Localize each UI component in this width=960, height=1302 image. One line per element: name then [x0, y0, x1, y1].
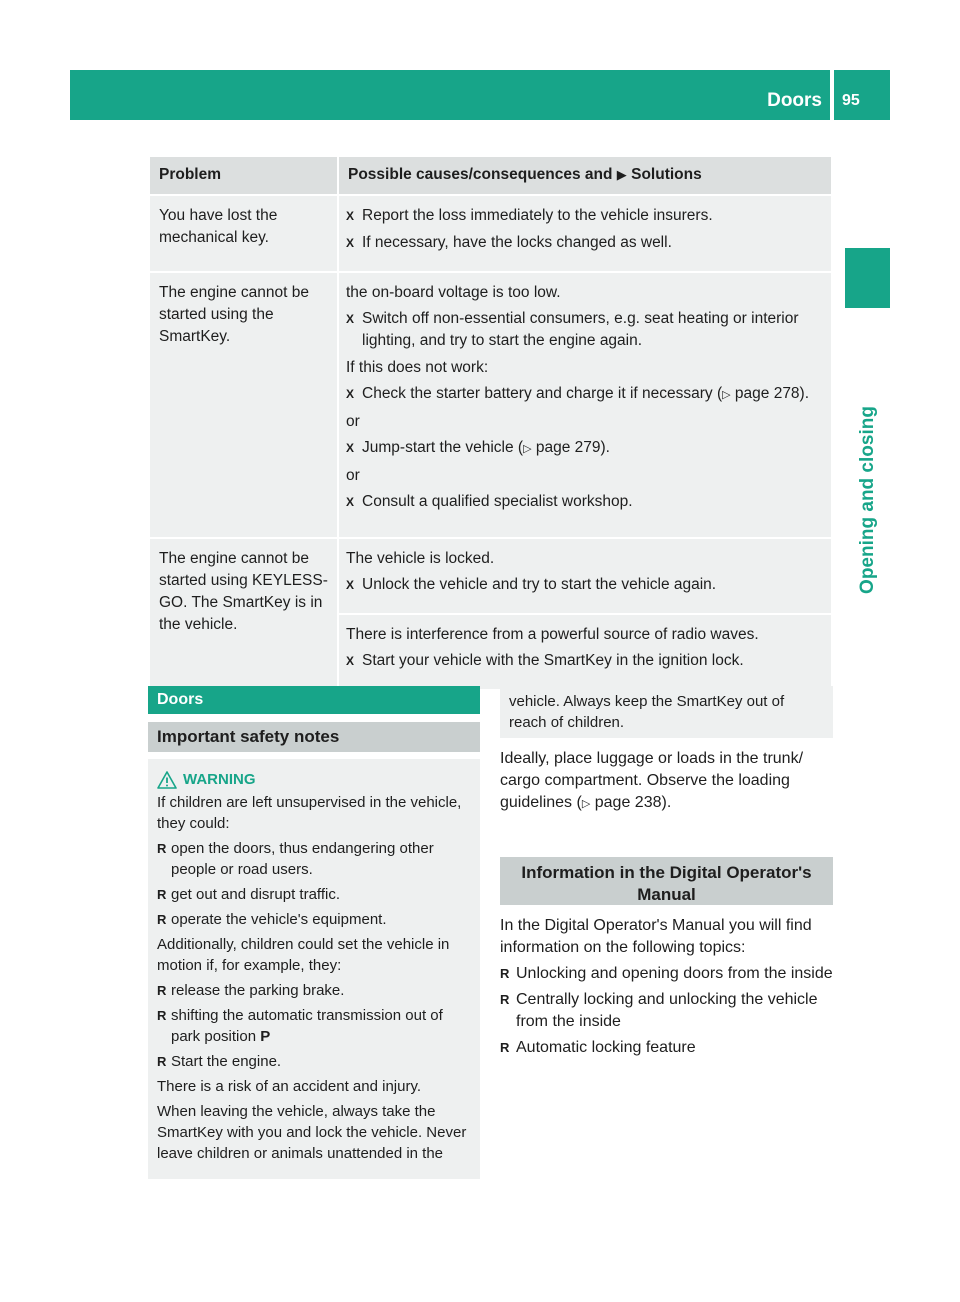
warning-box	[148, 759, 480, 1179]
solution-step	[346, 574, 822, 596]
solution-step	[346, 383, 822, 406]
page-number: 95	[842, 92, 860, 109]
step-text: Check the starter battery and charge it if necessary (	[362, 385, 723, 402]
warning-intro: If children are left unsupervised in the vehicle, they could:	[157, 794, 462, 832]
luggage-text: Ideally, place luggage or loads in the trunk/ cargo compartment. Observe the loading guidelines (	[500, 750, 804, 811]
luggage-paragraph	[500, 748, 833, 815]
list-item: R operate the vehicle's equipment.	[157, 909, 473, 930]
page-ref-icon: ▷	[523, 443, 532, 455]
list-item: R Start the engine.	[157, 1051, 473, 1072]
cause-text: the on-board voltage is too low.	[346, 284, 561, 301]
step-text: If necessary, have the locks changed as well.	[362, 234, 672, 251]
list-item: R get out and disrupt traffic.	[157, 884, 473, 905]
warning-leaving: When leaving the vehicle, always take the SmartKey with you and lock the vehicle. Never leave children or animals unattended in the	[157, 1103, 467, 1162]
step-arrow-icon: X	[346, 209, 355, 223]
right-column	[500, 686, 833, 1063]
header-section-title: Doors	[767, 90, 822, 111]
column-header-solutions-prefix: Possible causes/consequences and	[348, 166, 613, 183]
cause-text: There is interference from a powerful source of radio waves.	[346, 626, 759, 643]
solution-step	[346, 491, 822, 513]
step-arrow-icon: X	[346, 387, 355, 401]
solution-step	[346, 205, 822, 227]
column-header-solutions-suffix: Solutions	[631, 166, 702, 183]
solution-step	[346, 650, 822, 672]
list-item: R Centrally locking and unlocking the vehicle from the inside	[500, 989, 833, 1033]
step-text: Switch off non-essential consumers, e.g. seat heating or interior lighting, and try to start the engine again.	[362, 310, 799, 349]
list-item: R Automatic locking feature	[500, 1037, 833, 1059]
header-separator	[830, 70, 834, 120]
page-reference-link[interactable]: page 278).	[734, 385, 810, 402]
warning-triangle-icon	[157, 770, 177, 790]
chapter-side-label: Opening and closing	[857, 406, 878, 594]
arrow-right-icon: ▶	[616, 167, 627, 182]
list-item	[157, 1005, 473, 1047]
column-header-solutions	[338, 156, 832, 195]
step-arrow-icon: X	[346, 578, 355, 592]
warning-heading	[157, 769, 473, 790]
warning-risk: There is a risk of an accident and injury.	[157, 1078, 422, 1095]
list-item: R open the doors, thus endangering other people or road users.	[157, 838, 473, 880]
step-text: Start your vehicle with the SmartKey in the ignition lock.	[362, 652, 744, 669]
warning-label: WARNING	[183, 771, 256, 788]
table-row	[149, 538, 832, 614]
list-item-text: shifting the automatic transmission out of park position	[171, 1007, 443, 1045]
step-arrow-icon: X	[346, 495, 355, 509]
solution-cell	[338, 538, 832, 614]
solution-step	[346, 437, 822, 460]
page-reference-link[interactable]: page 238).	[594, 794, 672, 811]
left-column	[148, 686, 480, 1179]
solution-cell	[338, 614, 832, 690]
side-tab-marker	[845, 248, 890, 308]
page-ref-icon: ▷	[581, 798, 591, 810]
warning-box-continued: vehicle. Always keep the SmartKey out of reach of children.	[500, 686, 833, 738]
table-header-row	[149, 156, 832, 195]
step-arrow-icon: X	[346, 236, 355, 250]
table-row	[149, 272, 832, 538]
problem-cell: The engine cannot be started using the SmartKey.	[149, 272, 338, 538]
list-item: R release the parking brake.	[157, 980, 473, 1001]
subsection-heading-digital-manual: Information in the Digital Operator's Manual	[500, 857, 833, 905]
solution-cell	[338, 272, 832, 538]
solution-step	[346, 308, 822, 352]
solution-cell	[338, 195, 832, 272]
solution-step	[346, 232, 822, 254]
step-arrow-icon: X	[346, 654, 355, 668]
info-intro: In the Digital Operator's Manual you will find information on the following topics:	[500, 917, 812, 956]
list-item: R Unlocking and opening doors from the inside	[500, 963, 833, 985]
subsection-heading-safety: Important safety notes	[148, 722, 480, 752]
problem-cell: The engine cannot be started using KEYLESS-GO. The SmartKey is in the vehicle.	[149, 538, 338, 690]
warning-additionally: Additionally, children could set the vehicle in motion if, for example, they:	[157, 936, 450, 974]
page-ref-icon: ▷	[722, 389, 731, 401]
step-arrow-icon: X	[346, 312, 355, 326]
troubleshooting-table	[148, 155, 833, 691]
cause-text: The vehicle is locked.	[346, 550, 495, 567]
column-header-problem: Problem	[149, 156, 338, 195]
condition-text: If this does not work:	[346, 359, 489, 376]
step-arrow-icon: X	[346, 441, 355, 455]
topic-list	[500, 963, 833, 1059]
table-row	[149, 195, 832, 272]
problem-cell: You have lost the mechanical key.	[149, 195, 338, 272]
step-text: Jump-start the vehicle (	[362, 439, 524, 456]
page-reference-link[interactable]: page 279).	[535, 439, 610, 456]
park-position-label: P	[260, 1028, 271, 1045]
or-text: or	[346, 467, 360, 484]
step-text: Report the loss immediately to the vehicle insurers.	[362, 207, 713, 224]
step-text: Consult a qualified specialist workshop.	[362, 493, 633, 510]
step-text: Unlock the vehicle and try to start the vehicle again.	[362, 576, 717, 593]
section-heading-doors: Doors	[148, 686, 480, 714]
or-text: or	[346, 413, 360, 430]
